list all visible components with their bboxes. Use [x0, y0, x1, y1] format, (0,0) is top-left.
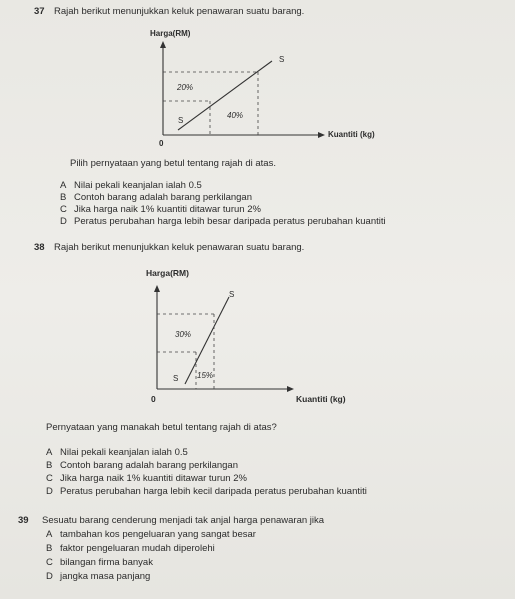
origin-label: 0	[159, 139, 164, 148]
question-number-39: 39	[18, 515, 29, 526]
price-change-label: 20%	[177, 83, 194, 92]
supply-graph-37	[0, 0, 515, 150]
supply-curve-label-bottom: S	[178, 116, 184, 125]
question-prompt-38: Pernyataan yang manakah betul tentang rajah di atas?	[46, 422, 277, 433]
question-text-38: Rajah berikut menunjukkan keluk penawaran suatu barang.	[54, 242, 305, 253]
supply-curve-label-top: S	[279, 55, 285, 64]
option-39-a[interactable]: A tambahan kos pengeluaran yang sangat besar	[46, 529, 256, 540]
origin-label: 0	[151, 394, 156, 404]
question-number-38: 38	[34, 242, 45, 253]
option-38-d[interactable]: D Peratus perubahan harga lebih kecil daripada peratus perubahan kuantiti	[46, 486, 367, 497]
quantity-change-label: 40%	[227, 111, 244, 120]
question-prompt-37: Pilih pernyataan yang betul tentang rajah di atas.	[70, 158, 276, 169]
supply-curve-label-bottom: S	[173, 374, 179, 383]
supply-graph-38	[0, 260, 515, 410]
question-text-39: Sesuatu barang cenderung menjadi tak anjal harga penawaran jika	[42, 515, 325, 526]
option-39-d[interactable]: D jangka masa panjang	[46, 571, 151, 582]
option-37-b[interactable]: B Contoh barang adalah barang perkilangan	[60, 192, 252, 203]
x-axis-arrow	[287, 386, 294, 392]
supply-curve	[178, 61, 272, 130]
question-number-37: 37	[34, 6, 45, 17]
option-37-a[interactable]: A Nilai pekali keanjalan ialah 0.5	[60, 180, 202, 191]
y-axis-arrow	[154, 285, 160, 292]
supply-curve-label-top: S	[229, 290, 235, 299]
quantity-change-label: 15%	[197, 371, 214, 380]
y-axis-label: Harga(RM)	[146, 268, 189, 278]
option-37-d[interactable]: D Peratus perubahan harga lebih besar daripada peratus perubahan kuantiti	[60, 216, 386, 227]
question-text-37: Rajah berikut menunjukkan keluk penawaran suatu barang.	[54, 6, 305, 17]
option-38-c[interactable]: C Jika harga naik 1% kuantiti ditawar turun 2%	[46, 473, 247, 484]
price-change-label: 30%	[175, 330, 192, 339]
option-38-a[interactable]: A Nilai pekali keanjalan ialah 0.5	[46, 447, 188, 458]
option-39-c[interactable]: C bilangan firma banyak	[46, 557, 153, 568]
option-37-c[interactable]: C Jika harga naik 1% kuantiti ditawar turun 2%	[60, 204, 261, 215]
option-39-b[interactable]: B faktor pengeluaran mudah diperolehi	[46, 543, 215, 554]
option-38-b[interactable]: B Contoh barang adalah barang perkilangan	[46, 460, 238, 471]
x-axis-label: Kuantiti (kg)	[296, 394, 346, 404]
y-axis-label: Harga(RM)	[150, 29, 191, 38]
x-axis-arrow	[318, 132, 325, 138]
x-axis-label: Kuantiti (kg)	[328, 130, 375, 139]
y-axis-arrow	[160, 41, 166, 48]
